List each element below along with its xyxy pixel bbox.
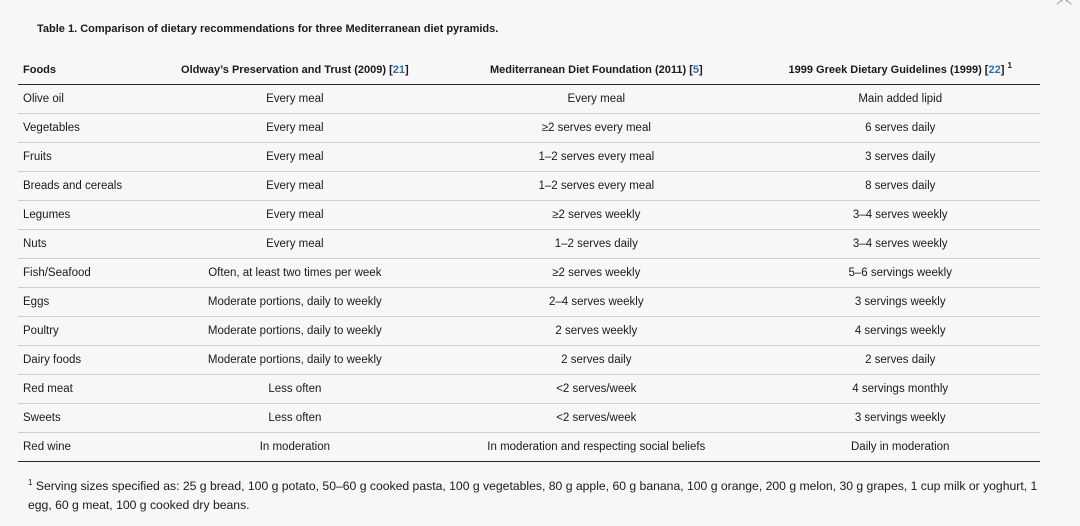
foundation-cell: 2 serves daily xyxy=(432,346,760,375)
foundation-cell: <2 serves/week xyxy=(432,375,760,404)
greek-cell: 3–4 serves weekly xyxy=(760,230,1040,259)
dietary-recommendations-table xyxy=(18,55,1040,462)
food-cell: Olive oil xyxy=(18,85,158,114)
foundation-cell: 2–4 serves weekly xyxy=(432,288,760,317)
food-cell: Fish/Seafood xyxy=(18,259,158,288)
food-cell: Red meat xyxy=(18,375,158,404)
oldways-cell: Every meal xyxy=(158,114,433,143)
column-header-oldways xyxy=(158,55,433,85)
oldways-cell: Every meal xyxy=(158,230,433,259)
foundation-cell: 1–2 serves every meal xyxy=(432,143,760,172)
table-row xyxy=(18,230,1040,259)
greek-cell: Daily in moderation xyxy=(760,433,1040,462)
table-row xyxy=(18,85,1040,114)
column-header-foods xyxy=(18,55,158,85)
food-cell: Dairy foods xyxy=(18,346,158,375)
oldways-cell: Moderate portions, daily to weekly xyxy=(158,346,433,375)
foundation-cell: Every meal xyxy=(432,85,760,114)
reference-link[interactable]: 5 xyxy=(692,63,699,76)
table-row xyxy=(18,346,1040,375)
table-header-row xyxy=(18,55,1040,85)
oldways-cell: Less often xyxy=(158,375,433,404)
food-cell: Red wine xyxy=(18,433,158,462)
greek-cell: 5–6 servings weekly xyxy=(760,259,1040,288)
oldways-cell: Moderate portions, daily to weekly xyxy=(158,317,433,346)
food-cell: Legumes xyxy=(18,201,158,230)
oldways-cell: Every meal xyxy=(158,201,433,230)
reference-link[interactable]: 22 xyxy=(988,63,1001,76)
oldways-cell: Every meal xyxy=(158,85,433,114)
foundation-cell: ≥2 serves every meal xyxy=(432,114,760,143)
foundation-cell: In moderation and respecting social beliefs xyxy=(432,433,760,462)
greek-cell: 3–4 serves weekly xyxy=(760,201,1040,230)
column-header-bracket: ] xyxy=(405,63,409,76)
footnote-marker[interactable]: 1 xyxy=(1007,60,1012,70)
food-cell: Vegetables xyxy=(18,114,158,143)
foundation-cell: ≥2 serves weekly xyxy=(432,259,760,288)
table-row xyxy=(18,433,1040,462)
table-caption: Table 1. Comparison of dietary recommendations for three Mediterranean diet pyramids. xyxy=(37,23,499,35)
column-header-text: Foods xyxy=(23,63,56,76)
greek-cell: Main added lipid xyxy=(760,85,1040,114)
column-header-bracket: ] xyxy=(1000,63,1005,76)
table-row xyxy=(18,404,1040,433)
column-header-text: Mediterranean Diet Foundation (2011) [ xyxy=(489,63,693,76)
foundation-cell: 1–2 serves daily xyxy=(432,230,760,259)
food-cell: Eggs xyxy=(18,288,158,317)
greek-cell: 2 serves daily xyxy=(760,346,1040,375)
foundation-cell: ≥2 serves weekly xyxy=(432,201,760,230)
oldways-cell: Moderate portions, daily to weekly xyxy=(158,288,433,317)
oldways-cell: Every meal xyxy=(158,172,433,201)
greek-cell: 4 servings weekly xyxy=(760,317,1040,346)
foundation-cell: 2 serves weekly xyxy=(432,317,760,346)
table-row xyxy=(18,375,1040,404)
column-header-text: Oldway’s Preservation and Trust (2009) [ xyxy=(181,63,393,76)
table-row xyxy=(18,288,1040,317)
foundation-cell: <2 serves/week xyxy=(432,404,760,433)
greek-cell: 3 serves daily xyxy=(760,143,1040,172)
food-cell: Nuts xyxy=(18,230,158,259)
greek-cell: 6 serves daily xyxy=(760,114,1040,143)
table-footnote xyxy=(28,477,1058,515)
footnote-number: 1 xyxy=(28,478,33,487)
footnote-text: Serving sizes specified as: 25 g bread, 100 g potato, 50–60 g cooked pasta, 100 g vegetables, 80 g apple, 60 g banana, 100 g orange, 200 g melon, 30 g grapes, 1 cup milk or yoghurt, 1 egg, 60 g meat, 100 g cooked dry beans. xyxy=(28,479,1038,512)
table-row xyxy=(18,114,1040,143)
column-header-mediterranean-foundation xyxy=(432,55,760,85)
food-cell: Fruits xyxy=(18,143,158,172)
table-row xyxy=(18,143,1040,172)
table-row xyxy=(18,259,1040,288)
food-cell: Breads and cereals xyxy=(18,172,158,201)
column-header-greek-guidelines xyxy=(760,55,1040,85)
expand-corner-icon[interactable]: ↗↖ xyxy=(1055,0,1074,8)
food-cell: Poultry xyxy=(18,317,158,346)
column-header-bracket: ] xyxy=(698,63,703,76)
greek-cell: 3 servings weekly xyxy=(760,404,1040,433)
food-cell: Sweets xyxy=(18,404,158,433)
table-row xyxy=(18,317,1040,346)
foundation-cell: 1–2 serves every meal xyxy=(432,172,760,201)
oldways-cell: In moderation xyxy=(158,433,433,462)
greek-cell: 8 serves daily xyxy=(760,172,1040,201)
greek-cell: 4 servings monthly xyxy=(760,375,1040,404)
oldways-cell: Less often xyxy=(158,404,433,433)
greek-cell: 3 servings weekly xyxy=(760,288,1040,317)
column-header-text: 1999 Greek Dietary Guidelines (1999) [ xyxy=(788,63,989,76)
table-row xyxy=(18,201,1040,230)
reference-link[interactable]: 21 xyxy=(392,63,405,76)
oldways-cell: Often, at least two times per week xyxy=(158,259,433,288)
oldways-cell: Every meal xyxy=(158,143,433,172)
table-row xyxy=(18,172,1040,201)
